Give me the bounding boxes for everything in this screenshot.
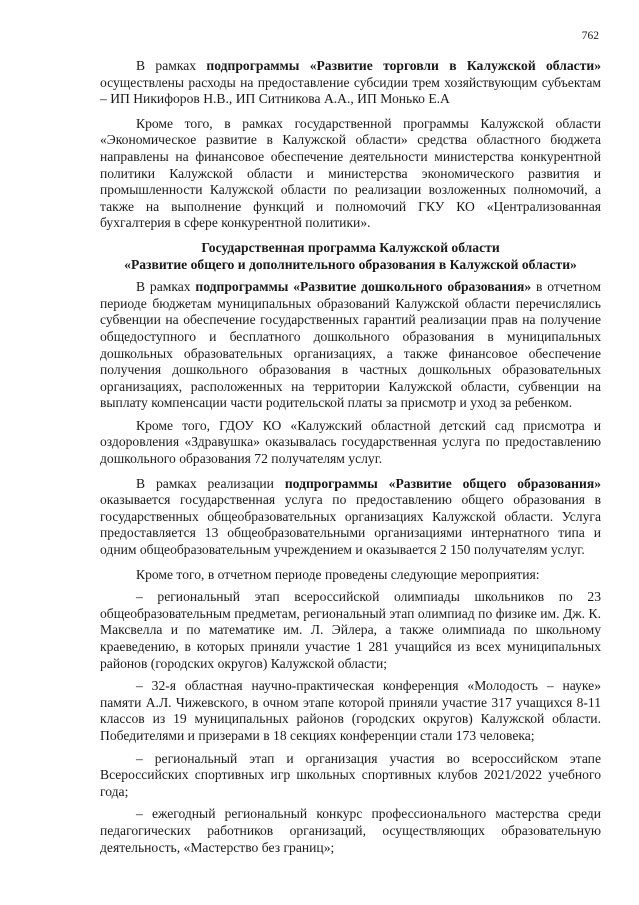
list-item-sports-games: – региональный этап и организация участия во всероссийском этапе Всероссийских спортивных игр школьных спортивных клубов 2021/2022 учебного года; — [100, 750, 601, 799]
text-run: в отчетном периоде бюджетам муниципальных образований Калужской области перечислялись субвенции на обеспечение государственных гарантий реализации прав на получение общедоступного и бесплатного дошкольного образования в муниципальных дошкольных образовательных организациях, а также финансовое обеспечение получения дошкольного образования в частных дошкольных образовательных организациях, расположенных на территории Калужской области, субвенции на выплату компенсации части родительской платы за присмотр и уход за ребенком. — [100, 279, 602, 411]
text-run: оказывается государственная услуга по предоставлению общего образования в государственных общеобразовательных организациях Калужской области. Услуга предоставляется 13 общеобразовательными организациями интернатного типа и одним общеобразовательным учреждением и оказывается 2 150 получателям услуг. — [100, 492, 601, 558]
paragraph-economic-development: Кроме того, в рамках государственной программы Калужской области «Экономическое развитие в Калужской области» средства областного бюджета направлены на финансовое обеспечение деятельности министерства конкурентной политики Калужской области и министерства экономического развития и промышленности Калужской области по реализации возложенных полномочий, а также на выполнение функций и полномочий ГКУ КО «Централизованная бухгалтерия в сфере конкурентной политики». — [100, 115, 601, 231]
paragraph-trade-subprogram — [100, 58, 601, 108]
paragraph-preschool-subprogram — [100, 279, 601, 412]
paragraph-kindergarten-service: Кроме того, ГДОУ КО «Калужский областной детский сад присмотра и оздоровления «Здравушка» оказывалась государственная услуга по предоставлению дошкольного образования 72 получателям услуг. — [100, 417, 601, 467]
paragraph-events-intro: Кроме того, в отчетном периоде проведены следующие мероприятия: — [136, 566, 540, 582]
bold-subprogram-title: подпрограммы «Развитие торговли в Калужской области» — [206, 58, 601, 73]
list-item-conference: – 32-я областная научно-практическая конференция «Молодость – науке» памяти А.Л. Чижевского, в очном этапе которой приняли участие 317 учащихся 8-11 классов из 19 муниципальных районов (городских округов) Калужской области. Победителями и призерами в 18 секциях конференции стали 173 человека; — [100, 678, 601, 743]
text-run: В рамках — [136, 58, 207, 73]
bold-subprogram-title: подпрограммы «Развитие дошкольного образования» — [195, 279, 532, 295]
page-number: 762 — [581, 30, 599, 42]
heading-line-1: Государственная программа Калужской области — [201, 239, 500, 255]
text-run: осуществлены расходы на предоставление субсидии трем хозяйствующим субъектам – ИП Никифоров Н.В., ИП Ситникова А.А., ИП Монько Е.А — [100, 74, 601, 107]
heading-line-2: «Развитие общего и дополнительного образования в Калужской области» — [124, 256, 577, 272]
section-heading — [100, 240, 601, 273]
text-run: В рамках — [136, 279, 196, 295]
list-item-competition: – ежегодный региональный конкурс профессионального мастерства среди педагогических работников организаций, осуществляющих образовательную деятельность, «Мастерство без границ»; — [100, 806, 601, 855]
bold-subprogram-title: подпрограммы «Развитие общего образования» — [284, 475, 601, 491]
list-item-olympiad: – региональный этап всероссийской олимпиады школьников по 23 общеобразовательным предметам, региональный этап олимпиад по физике им. Дж. К. Максвелла и по математике им. Л. Эйлера, а также олимпиада по школьному краеведению, в которых приняли участие 1 281 учащийся из всех муниципальных районов (городских округов) Калужской области; — [100, 589, 601, 671]
text-run: В рамках реализации — [136, 475, 285, 491]
paragraph-general-education-subprogram — [100, 476, 601, 559]
